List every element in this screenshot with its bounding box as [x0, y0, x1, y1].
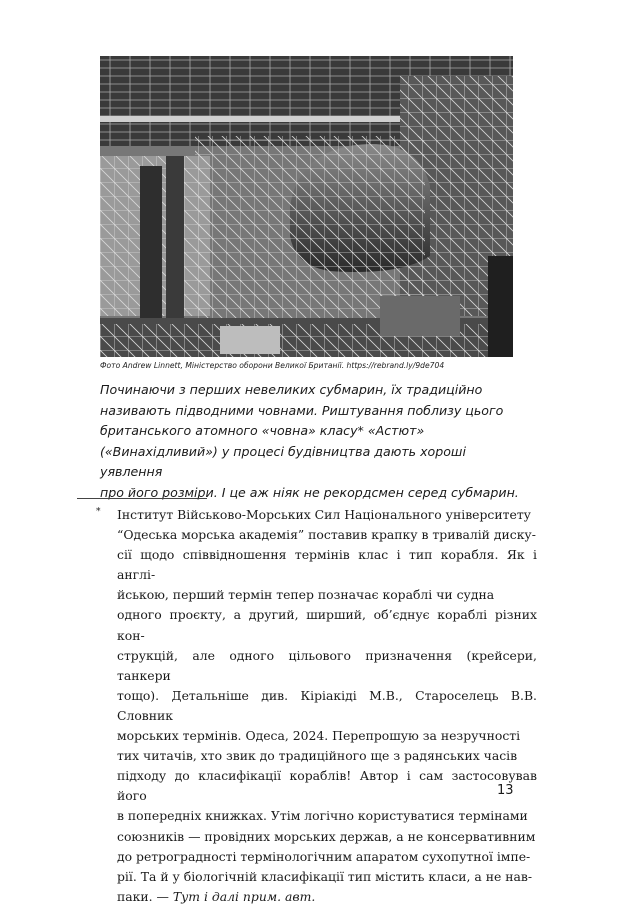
footnote-last-line [117, 887, 537, 907]
footnote-line: “Одеська морська академія” поставив крапку в тривалій диску- [117, 527, 536, 543]
footnote-line: союзників — провідних морських держав, а не консервативним [117, 828, 536, 844]
footnote-line: сії щодо співвідношення термінів клас і тип корабля. Як і англі- [117, 547, 537, 583]
caption-line: про його розміри. І це аж ніяк не рекордсмен серед субмарин. [100, 484, 519, 500]
footnote-line: в попередніх книжках. Утім логічно користуватися термінами [117, 808, 528, 824]
footnote-marker: * [96, 507, 101, 517]
submarine-construction-photo [100, 56, 513, 357]
footnote-line: йською, перший термін тепер позначає кораблі чи судна [117, 587, 495, 603]
caption-line: британського атомного «човна» класу* «Астют» [100, 423, 425, 438]
footnote-line: тих читачів, хто звик до традиційного ще з радянських часів [117, 748, 518, 764]
footnote-line: одного проєкту, а другий, ширший, об’єднує кораблі різних кон- [117, 607, 537, 643]
footnote-text [117, 505, 537, 907]
footnote-line: морських термінів. Одеса, 2024. Перепрошую за незручності [117, 728, 521, 744]
footnote-line: струкцій, але одного цільового призначення (крейсери, танкери [117, 647, 537, 683]
footnote-line: тощо). Детальніше див. Кіріакіді М.В., Староселець В.В. Словник [117, 687, 537, 723]
footnote-line: рії. Та й у біологічній класифікації тип містить класи, а не нав- [117, 868, 533, 884]
author-note: Тут і далі прим. авт. [172, 888, 316, 904]
footnote-divider [77, 498, 207, 499]
footnote-line: Інститут Військово-Морських Сил Національного університету [117, 507, 531, 522]
footnote-last-text: паки. — [117, 888, 173, 904]
footnote-line: підходу до класифікації кораблів! Автор і сам застосовував його [117, 768, 537, 804]
page-number: 13 [497, 783, 514, 798]
photo-caption [100, 380, 520, 503]
caption-line: («Винахідливий») у процесі будівництва дають хороші уявлення [100, 443, 466, 479]
footnote-line: до ретроградності термінологічним апаратом сухопутної імпе- [117, 848, 531, 864]
photo-credit: Фото Andrew Linnett, Міністерство оборони Великої Британії. https://rebrand.ly/9de704 [100, 361, 445, 370]
photo-illustration [100, 56, 513, 357]
caption-line: Починаючи з перших невеликих субмарин, їх традиційно [100, 382, 483, 397]
caption-line: називають підводними човнами. Риштування поблизу цього [100, 402, 504, 418]
